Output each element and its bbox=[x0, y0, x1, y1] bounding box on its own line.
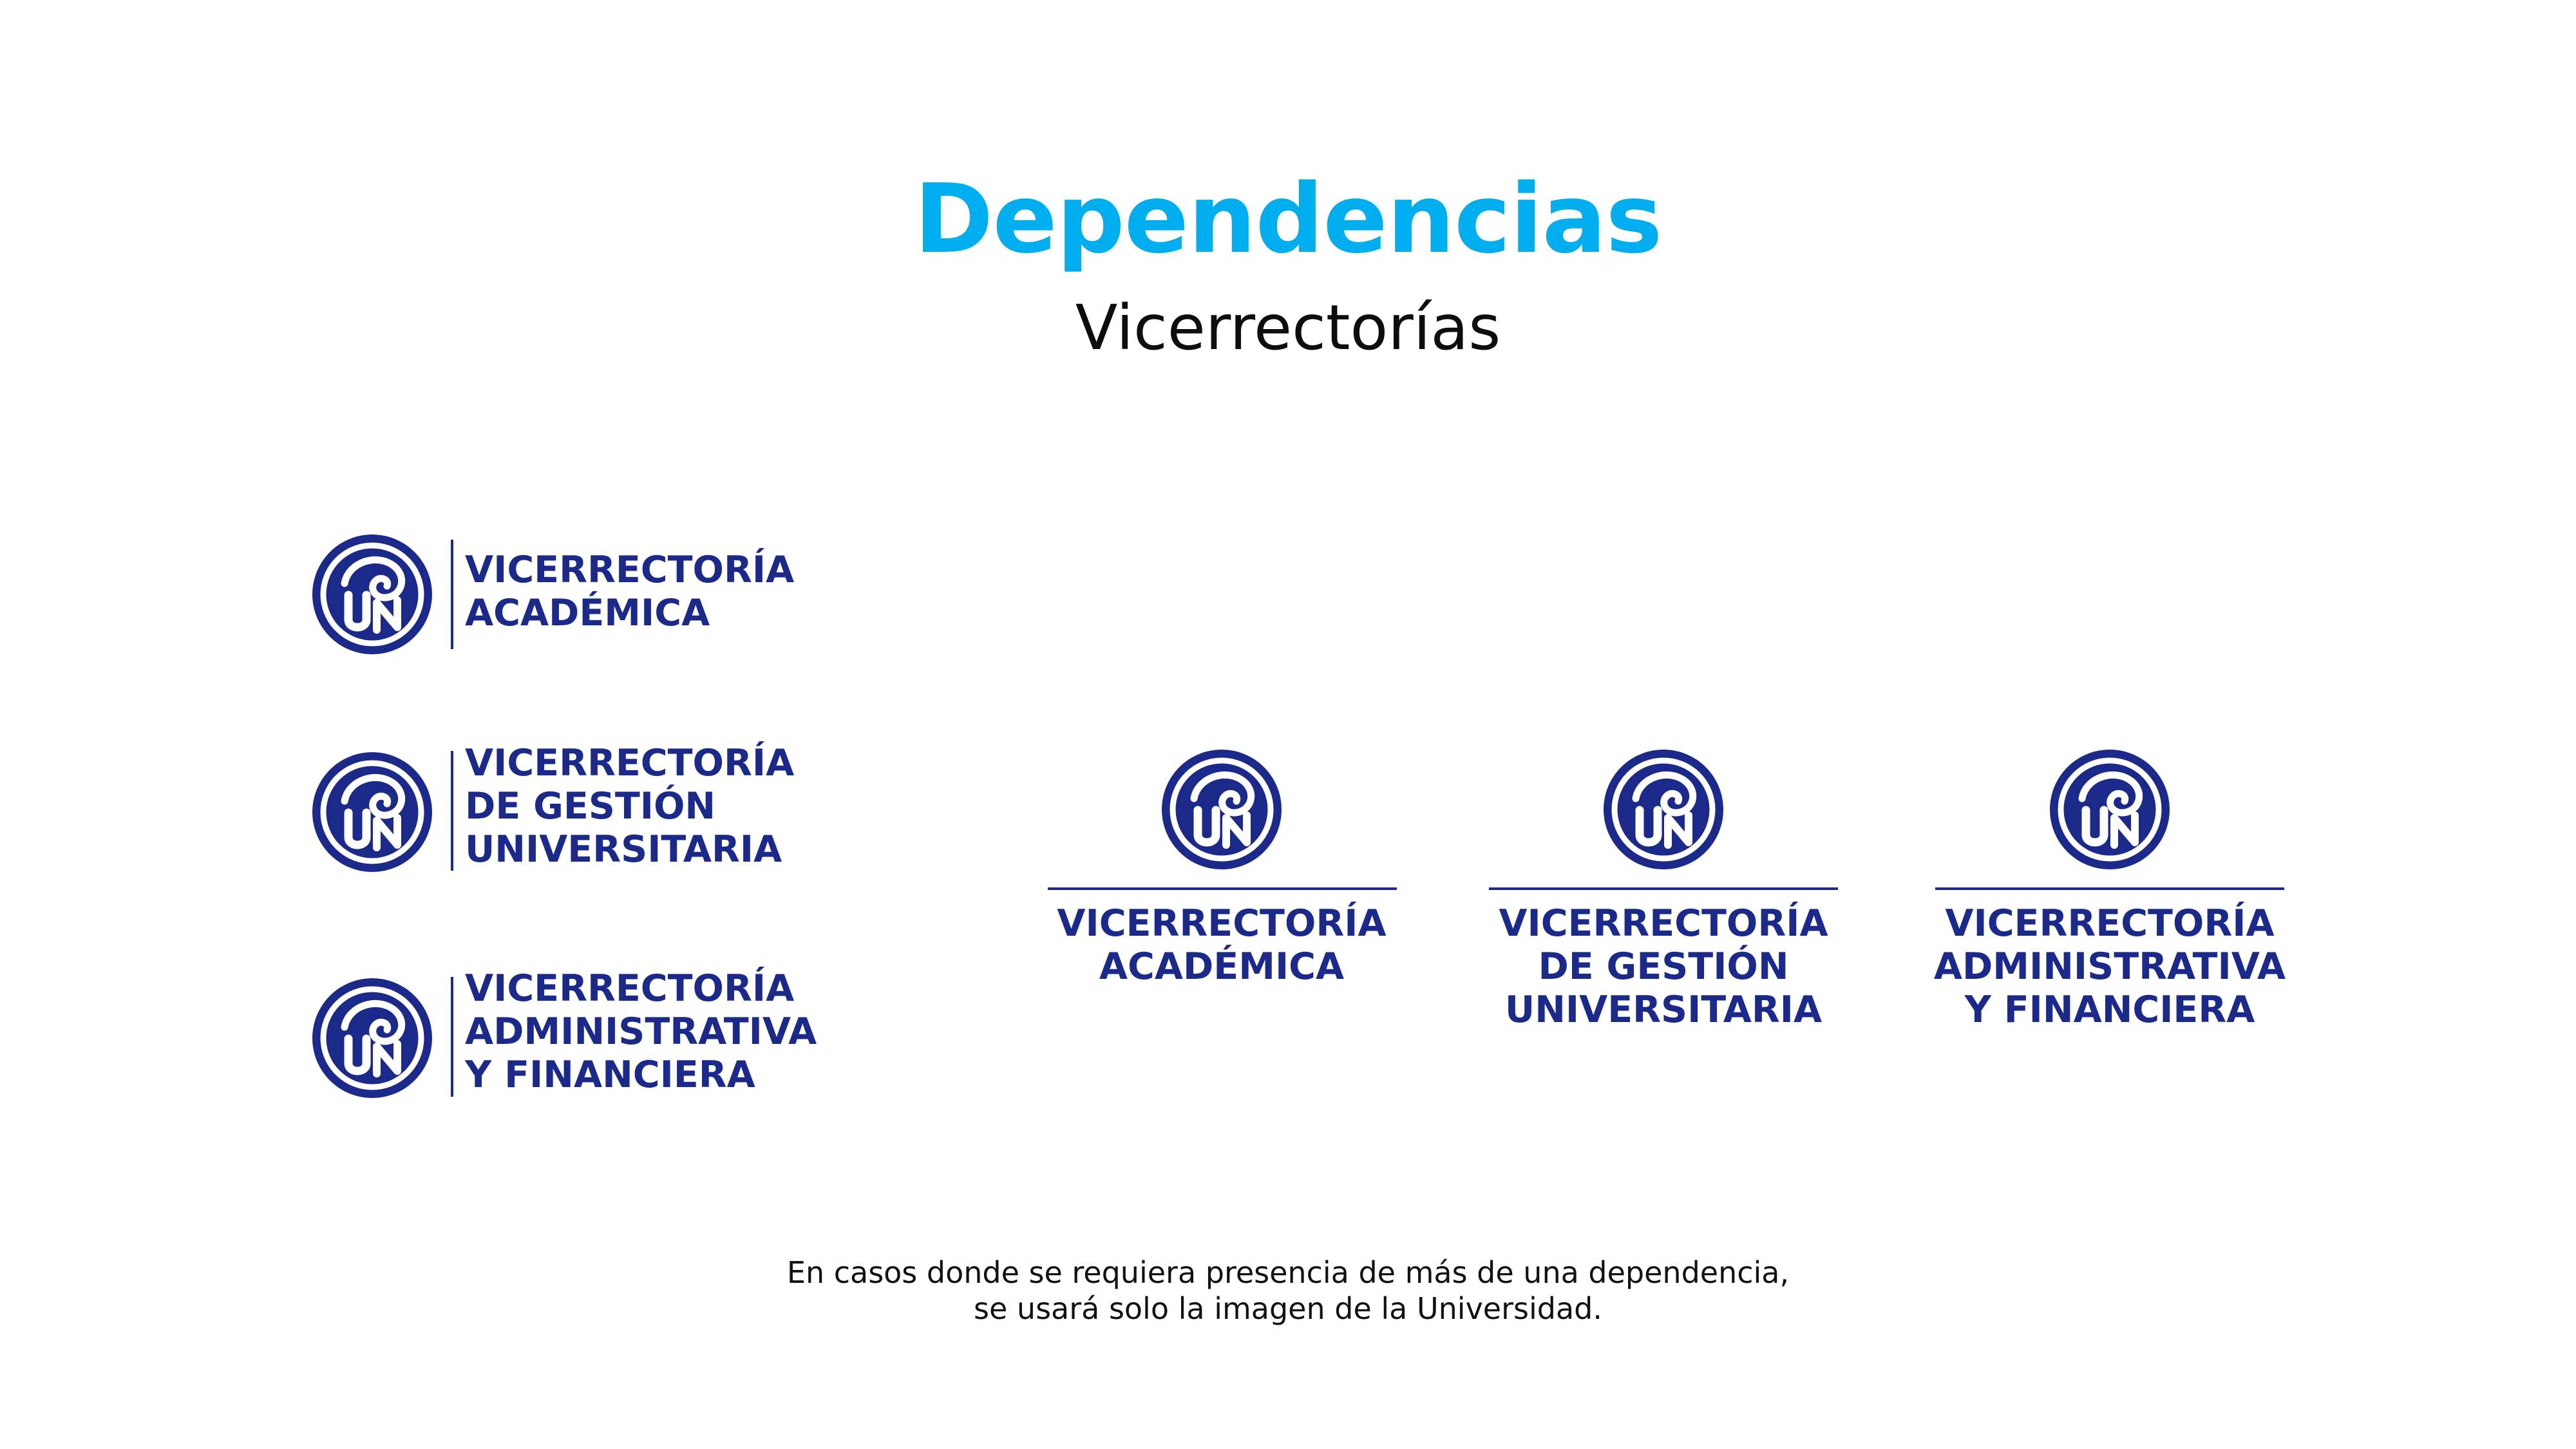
label-line: VICERRECTORÍA bbox=[465, 549, 795, 591]
label-line: ACADÉMICA bbox=[1099, 945, 1345, 988]
label-line: ADMINISTRATIVA bbox=[465, 1010, 817, 1053]
lockup-academica-label bbox=[465, 549, 794, 635]
university-seal-icon bbox=[1602, 748, 1725, 871]
label-line: Y FINANCIERA bbox=[1964, 989, 2255, 1031]
lockup-gestion-vertical-label bbox=[1464, 902, 1863, 1032]
label-line: VICERRECTORÍA bbox=[1057, 902, 1387, 945]
university-seal-icon bbox=[1160, 748, 1283, 871]
label-line: DE GESTIÓN bbox=[1538, 945, 1789, 988]
lockup-administrativa-label bbox=[465, 967, 817, 1097]
university-seal-icon bbox=[311, 977, 433, 1099]
label-line: VICERRECTORÍA bbox=[465, 742, 795, 784]
label-line: DE GESTIÓN bbox=[465, 785, 716, 828]
label-line: UNIVERSITARIA bbox=[465, 828, 782, 871]
footnote-line: En casos donde se requiera presencia de más de una dependencia, bbox=[786, 1255, 1790, 1290]
lockup-divider bbox=[451, 977, 453, 1097]
university-seal-icon bbox=[311, 751, 433, 873]
footnote-line: se usará solo la imagen de la Universidad. bbox=[974, 1291, 1602, 1326]
university-seal-icon bbox=[311, 533, 433, 656]
lockup-divider bbox=[1048, 887, 1397, 890]
page-title: Dependencias bbox=[914, 164, 1662, 274]
label-line: ACADÉMICA bbox=[465, 592, 710, 634]
label-line: UNIVERSITARIA bbox=[1504, 989, 1823, 1031]
lockup-academica-vertical-label bbox=[1022, 902, 1421, 989]
university-seal-icon bbox=[2049, 748, 2171, 871]
lockup-divider bbox=[451, 540, 453, 649]
label-line: ADMINISTRATIVA bbox=[1933, 945, 2286, 988]
label-line: VICERRECTORÍA bbox=[465, 967, 795, 1010]
label-line: VICERRECTORÍA bbox=[1945, 902, 2275, 945]
page-subtitle: Vicerrectorías bbox=[1075, 292, 1501, 364]
lockup-divider bbox=[1489, 887, 1838, 890]
label-line: VICERRECTORÍA bbox=[1499, 902, 1828, 945]
label-line: Y FINANCIERA bbox=[465, 1054, 755, 1096]
footnote bbox=[0, 1255, 2576, 1327]
lockup-divider bbox=[1935, 887, 2284, 890]
lockup-divider bbox=[451, 751, 453, 871]
lockup-gestion-label bbox=[465, 742, 794, 871]
lockup-administrativa-vertical-label bbox=[1910, 902, 2309, 1032]
